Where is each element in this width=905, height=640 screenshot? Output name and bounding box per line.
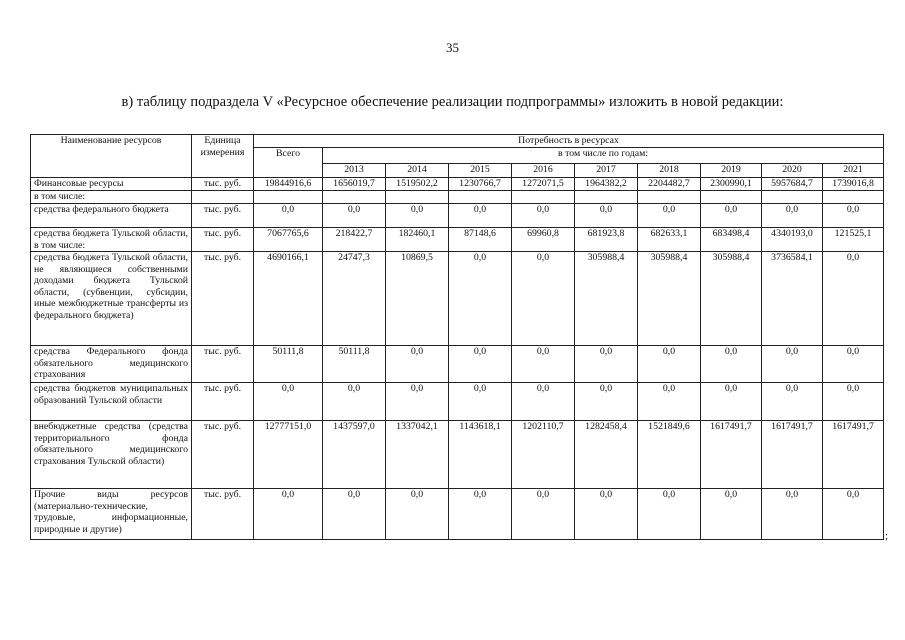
year-value-cell: 0,0	[823, 489, 884, 540]
year-value-cell: 1739016,8	[823, 178, 884, 191]
year-value-cell: 0,0	[449, 383, 512, 421]
table-row	[31, 489, 884, 540]
year-value-cell: 0,0	[701, 489, 762, 540]
year-value-cell: 1617491,7	[701, 421, 762, 489]
year-value-cell: 0,0	[823, 346, 884, 383]
year-value-cell	[701, 191, 762, 204]
year-value-cell: 0,0	[575, 204, 638, 228]
resource-name: средства бюджета Тульской области, в том числе:	[31, 228, 192, 252]
year-value-cell: 0,0	[512, 204, 575, 228]
intro-text: в) таблицу подраздела V «Ресурсное обеспечение реализации подпрограммы» изложить в новой редакции:	[121, 94, 784, 110]
year-value-cell: 0,0	[449, 252, 512, 346]
total-cell: 0,0	[254, 489, 323, 540]
year-value-cell: 0,0	[575, 346, 638, 383]
year-value-cell: 0,0	[823, 383, 884, 421]
year-value-cell: 1519502,2	[386, 178, 449, 191]
table-row	[31, 178, 884, 191]
header-year: 2021	[823, 164, 884, 178]
header-year: 2013	[323, 164, 386, 178]
total-cell: 7067765,6	[254, 228, 323, 252]
year-value-cell: 1964382,2	[575, 178, 638, 191]
year-value-cell: 2300990,1	[701, 178, 762, 191]
year-value-cell: 0,0	[701, 383, 762, 421]
resource-name: Прочие виды ресурсов (материально-технические, трудовые, информационные, природные и другие)	[31, 489, 192, 540]
year-value-cell: 0,0	[638, 204, 701, 228]
header-unit: Единица измерения	[192, 135, 254, 178]
year-value-cell: 0,0	[512, 346, 575, 383]
year-value-cell: 0,0	[638, 346, 701, 383]
resource-name: внебюджетные средства (средства территориального фонда обязательного медицинского страхования Тульской области)	[31, 421, 192, 489]
year-value-cell: 0,0	[638, 489, 701, 540]
unit-cell: тыс. руб.	[192, 489, 254, 540]
unit-cell: тыс. руб.	[192, 204, 254, 228]
table-row	[31, 383, 884, 421]
unit-cell: тыс. руб.	[192, 421, 254, 489]
resource-name: средства федерального бюджета	[31, 204, 192, 228]
year-value-cell: 0,0	[762, 383, 823, 421]
table-row	[31, 204, 884, 228]
year-value-cell: 0,0	[323, 204, 386, 228]
year-value-cell: 0,0	[386, 346, 449, 383]
year-value-cell: 1437597,0	[323, 421, 386, 489]
year-value-cell: 305988,4	[575, 252, 638, 346]
resource-name: средства Федерального фонда обязательного медицинского страхования	[31, 346, 192, 383]
header-year: 2016	[512, 164, 575, 178]
year-value-cell: 1272071,5	[512, 178, 575, 191]
year-value-cell: 0,0	[823, 204, 884, 228]
year-value-cell: 0,0	[449, 204, 512, 228]
unit-cell: тыс. руб.	[192, 383, 254, 421]
year-value-cell: 5957684,7	[762, 178, 823, 191]
total-cell: 4690166,1	[254, 252, 323, 346]
table-row	[31, 421, 884, 489]
year-value-cell: 1521849,6	[638, 421, 701, 489]
year-value-cell: 0,0	[512, 383, 575, 421]
header-resource: Наименование ресурсов	[31, 135, 192, 178]
year-value-cell: 0,0	[701, 204, 762, 228]
year-value-cell: 87148,6	[449, 228, 512, 252]
header-year: 2019	[701, 164, 762, 178]
year-value-cell: 305988,4	[638, 252, 701, 346]
year-value-cell	[823, 191, 884, 204]
year-value-cell	[512, 191, 575, 204]
table-row	[31, 228, 884, 252]
year-value-cell	[449, 191, 512, 204]
total-cell	[254, 191, 323, 204]
resource-name: средства бюджетов муниципальных образований Тульской области	[31, 383, 192, 421]
year-value-cell: 1202110,7	[512, 421, 575, 489]
unit-cell: тыс. руб.	[192, 178, 254, 191]
unit-cell	[192, 191, 254, 204]
year-value-cell: 0,0	[575, 383, 638, 421]
year-value-cell	[638, 191, 701, 204]
resource-name: Финансовые ресурсы	[31, 178, 192, 191]
table-row	[31, 252, 884, 346]
year-value-cell: 0,0	[762, 489, 823, 540]
header-year: 2017	[575, 164, 638, 178]
header-by-year: в том числе по годам:	[323, 148, 884, 164]
year-value-cell: 0,0	[762, 346, 823, 383]
trailing-semicolon: ;	[885, 530, 889, 542]
total-cell: 19844916,6	[254, 178, 323, 191]
year-value-cell: 24747,3	[323, 252, 386, 346]
unit-cell: тыс. руб.	[192, 252, 254, 346]
year-value-cell: 305988,4	[701, 252, 762, 346]
year-value-cell: 0,0	[575, 489, 638, 540]
resource-name: в том числе:	[31, 191, 192, 204]
year-value-cell: 182460,1	[386, 228, 449, 252]
year-value-cell: 0,0	[512, 489, 575, 540]
unit-cell: тыс. руб.	[192, 346, 254, 383]
year-value-cell: 0,0	[701, 346, 762, 383]
header-need: Потребность в ресурсах	[254, 135, 884, 148]
year-value-cell: 682633,1	[638, 228, 701, 252]
year-value-cell: 3736584,1	[762, 252, 823, 346]
resource-name: средства бюджета Тульской области, не являющиеся собственными доходами бюджета Тульской области, (субвенции, субсидии, иные межбюджетные трансферты из федерального бюджета)	[31, 252, 192, 346]
year-value-cell: 0,0	[449, 346, 512, 383]
year-value-cell: 218422,7	[323, 228, 386, 252]
year-value-cell: 0,0	[762, 204, 823, 228]
header-year: 2020	[762, 164, 823, 178]
total-cell: 50111,8	[254, 346, 323, 383]
year-value-cell	[323, 191, 386, 204]
page-number: 35	[446, 40, 459, 55]
year-value-cell: 0,0	[823, 252, 884, 346]
year-value-cell: 1617491,7	[762, 421, 823, 489]
unit-cell: тыс. руб.	[192, 228, 254, 252]
year-value-cell: 4340193,0	[762, 228, 823, 252]
year-value-cell: 0,0	[386, 489, 449, 540]
year-value-cell: 0,0	[323, 489, 386, 540]
year-value-cell: 1656019,7	[323, 178, 386, 191]
year-value-cell: 1230766,7	[449, 178, 512, 191]
year-value-cell: 121525,1	[823, 228, 884, 252]
year-value-cell: 69960,8	[512, 228, 575, 252]
year-value-cell: 0,0	[386, 204, 449, 228]
year-value-cell	[762, 191, 823, 204]
resource-table	[30, 134, 884, 540]
table-row	[31, 346, 884, 383]
year-value-cell	[386, 191, 449, 204]
year-value-cell: 1143618,1	[449, 421, 512, 489]
total-cell: 0,0	[254, 383, 323, 421]
year-value-cell	[575, 191, 638, 204]
header-year: 2014	[386, 164, 449, 178]
year-value-cell: 0,0	[386, 383, 449, 421]
header-year: 2015	[449, 164, 512, 178]
year-value-cell: 0,0	[449, 489, 512, 540]
year-value-cell: 683498,4	[701, 228, 762, 252]
year-value-cell: 50111,8	[323, 346, 386, 383]
year-value-cell: 2204482,7	[638, 178, 701, 191]
year-value-cell: 1337042,1	[386, 421, 449, 489]
header-year: 2018	[638, 164, 701, 178]
table-row	[31, 191, 884, 204]
total-cell: 0,0	[254, 204, 323, 228]
year-value-cell: 10869,5	[386, 252, 449, 346]
header-total: Всего	[254, 148, 323, 178]
total-cell: 12777151,0	[254, 421, 323, 489]
year-value-cell: 681923,8	[575, 228, 638, 252]
year-value-cell: 0,0	[323, 383, 386, 421]
year-value-cell: 0,0	[638, 383, 701, 421]
year-value-cell: 1282458,4	[575, 421, 638, 489]
year-value-cell: 0,0	[512, 252, 575, 346]
year-value-cell: 1617491,7	[823, 421, 884, 489]
